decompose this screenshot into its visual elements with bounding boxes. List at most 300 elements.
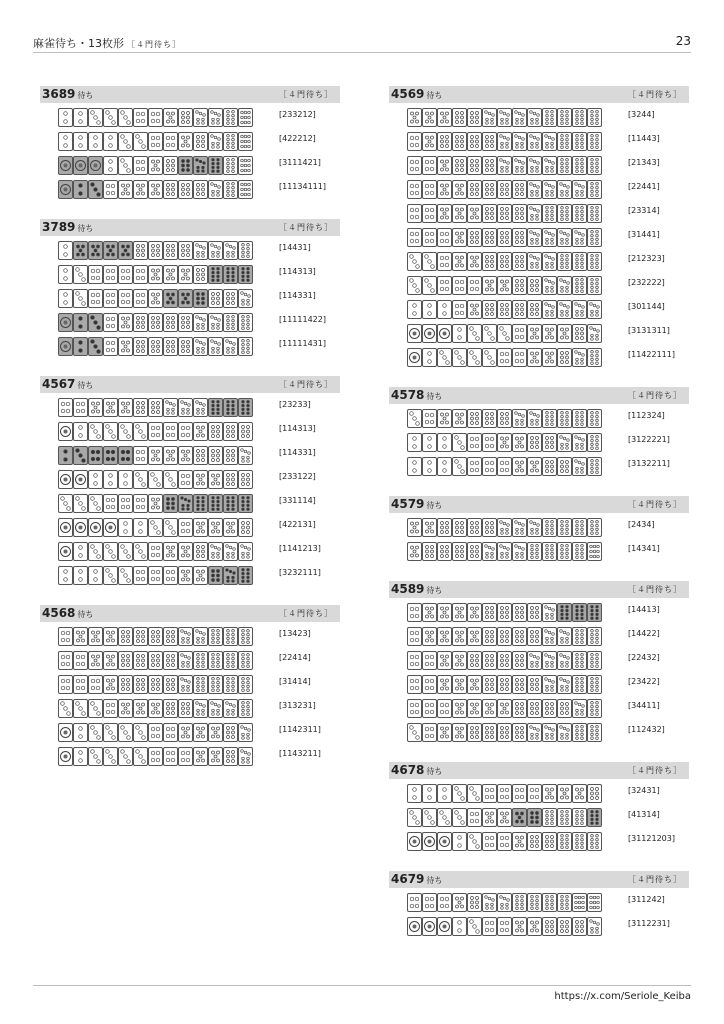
circle-dots-icon <box>498 628 511 645</box>
circle-dots-icon <box>149 266 162 283</box>
hand-code: [34411] <box>628 701 660 710</box>
circle-dots-icon <box>239 628 252 645</box>
pin-tile-6 <box>497 723 512 742</box>
circle-dots-icon <box>423 109 436 126</box>
pin-tile-6 <box>512 699 527 718</box>
circle-dots-icon <box>498 519 511 536</box>
pin-tile-8 <box>557 156 572 175</box>
pin-tile-5 <box>452 204 467 223</box>
pin-tile-8 <box>193 494 208 513</box>
circle-dots-icon <box>513 604 526 621</box>
pin-tile-6 <box>512 675 527 694</box>
circle-dots-icon <box>239 519 252 536</box>
circle-dots-icon <box>59 724 72 741</box>
pin-tile-5 <box>437 675 452 694</box>
circle-dots-icon <box>588 205 601 222</box>
circle-dots-icon <box>119 628 132 645</box>
circle-dots-icon <box>194 748 207 765</box>
pin-tile-5 <box>73 241 88 260</box>
pin-tile-5 <box>452 723 467 742</box>
pin-tile-5 <box>422 132 437 151</box>
circle-dots-icon <box>498 301 511 318</box>
pin-tile-8 <box>557 409 572 428</box>
pin-tile-1 <box>407 348 422 367</box>
circle-dots-icon <box>498 700 511 717</box>
pin-tile-4 <box>103 313 118 332</box>
circle-dots-icon <box>408 894 421 911</box>
circle-dots-icon <box>408 253 421 270</box>
circle-dots-icon <box>483 785 496 802</box>
pin-tile-8 <box>208 651 223 670</box>
circle-dots-icon <box>104 628 117 645</box>
hand-row <box>389 106 689 130</box>
pin-tile-8 <box>208 156 223 175</box>
group-tag: ［４門待ち］ <box>279 90 333 99</box>
pin-tile-2 <box>407 300 422 319</box>
pin-tile-4 <box>422 893 437 912</box>
circle-dots-icon <box>558 833 571 850</box>
circle-dots-icon <box>528 133 541 150</box>
pin-tile-7 <box>208 180 223 199</box>
pin-tile-8 <box>572 518 587 537</box>
pin-tile-6 <box>467 156 482 175</box>
pin-tile-9 <box>238 132 253 151</box>
circle-dots-icon <box>74 628 87 645</box>
group-header <box>389 871 689 888</box>
circle-dots-icon <box>588 918 601 935</box>
pin-tile-4 <box>422 699 437 718</box>
pin-tile-5 <box>88 651 103 670</box>
pin-tile-8 <box>542 409 557 428</box>
pin-tile-4 <box>73 651 88 670</box>
circle-dots-icon <box>164 471 177 488</box>
group-header <box>389 496 689 513</box>
circle-dots-icon <box>453 809 466 826</box>
group-wait-label: 待ち <box>426 767 443 776</box>
circle-dots-icon <box>134 447 147 464</box>
circle-dots-icon <box>408 109 421 126</box>
circle-dots-icon <box>558 700 571 717</box>
circle-dots-icon <box>74 700 87 717</box>
pin-tile-5 <box>163 542 178 561</box>
circle-dots-icon <box>239 109 252 126</box>
pin-tile-2 <box>58 446 73 465</box>
circle-dots-icon <box>513 229 526 246</box>
circle-dots-icon <box>573 918 586 935</box>
hand-code: [114313] <box>279 424 316 433</box>
pin-tile-5 <box>497 808 512 827</box>
circle-dots-icon <box>513 785 526 802</box>
circle-dots-icon <box>59 133 72 150</box>
circle-dots-icon <box>483 253 496 270</box>
pin-tile-5 <box>512 832 527 851</box>
circle-dots-icon <box>194 495 207 512</box>
circle-dots-icon <box>483 628 496 645</box>
circle-dots-icon <box>224 314 237 331</box>
pin-tile-3 <box>58 699 73 718</box>
pin-tile-4 <box>103 265 118 284</box>
pin-tile-7 <box>193 313 208 332</box>
hand-tiles <box>58 156 253 175</box>
pin-tile-4 <box>467 457 482 476</box>
circle-dots-icon <box>438 604 451 621</box>
pin-tile-8 <box>557 542 572 561</box>
pin-tile-6 <box>163 651 178 670</box>
circle-dots-icon <box>453 301 466 318</box>
pin-tile-3 <box>133 470 148 489</box>
circle-dots-icon <box>194 471 207 488</box>
pin-tile-5 <box>422 518 437 537</box>
pin-tile-4 <box>437 699 452 718</box>
pin-tile-7 <box>557 433 572 452</box>
pin-tile-4 <box>103 289 118 308</box>
pin-tile-8 <box>572 409 587 428</box>
pin-tile-8 <box>238 566 253 585</box>
pin-tile-7 <box>527 132 542 151</box>
circle-dots-icon <box>513 809 526 826</box>
hand-tiles <box>58 446 253 465</box>
pin-tile-8 <box>572 542 587 561</box>
pin-tile-7 <box>178 627 193 646</box>
circle-dots-icon <box>453 833 466 850</box>
circle-dots-icon <box>558 809 571 826</box>
pin-tile-6 <box>482 132 497 151</box>
circle-dots-icon <box>468 833 481 850</box>
circle-dots-icon <box>498 833 511 850</box>
circle-dots-icon <box>209 133 222 150</box>
circle-dots-icon <box>513 157 526 174</box>
pin-tile-4 <box>88 265 103 284</box>
circle-dots-icon <box>408 652 421 669</box>
group-tag: ［４門待ち］ <box>279 609 333 618</box>
circle-dots-icon <box>89 628 102 645</box>
hand-code: [14422] <box>628 629 660 638</box>
circle-dots-icon <box>498 434 511 451</box>
circle-dots-icon <box>588 349 601 366</box>
circle-dots-icon <box>423 301 436 318</box>
pin-tile-5 <box>437 204 452 223</box>
circle-dots-icon <box>558 628 571 645</box>
pin-tile-5 <box>452 180 467 199</box>
circle-dots-icon <box>134 338 147 355</box>
circle-dots-icon <box>164 447 177 464</box>
pin-tile-4 <box>422 651 437 670</box>
hand-code: [22432] <box>628 653 660 662</box>
pin-tile-6 <box>527 832 542 851</box>
pin-tile-3 <box>118 156 133 175</box>
circle-dots-icon <box>239 242 252 259</box>
circle-dots-icon <box>89 447 102 464</box>
circle-dots-icon <box>194 447 207 464</box>
pin-tile-1 <box>58 422 73 441</box>
circle-dots-icon <box>543 652 556 669</box>
pin-tile-6 <box>482 651 497 670</box>
pin-tile-3 <box>103 422 118 441</box>
pin-tile-8 <box>208 265 223 284</box>
pin-tile-6 <box>557 917 572 936</box>
circle-dots-icon <box>149 567 162 584</box>
circle-dots-icon <box>209 519 222 536</box>
pin-tile-6 <box>512 300 527 319</box>
pin-tile-4 <box>118 446 133 465</box>
circle-dots-icon <box>543 785 556 802</box>
circle-dots-icon <box>149 700 162 717</box>
circle-dots-icon <box>209 724 222 741</box>
circle-dots-icon <box>588 253 601 270</box>
circle-dots-icon <box>179 338 192 355</box>
hand-row <box>389 830 689 854</box>
pin-tile-4 <box>437 893 452 912</box>
pin-tile-5 <box>542 784 557 803</box>
circle-dots-icon <box>89 266 102 283</box>
circle-dots-icon <box>164 181 177 198</box>
pin-tile-4 <box>497 832 512 851</box>
circle-dots-icon <box>194 543 207 560</box>
group-wait-label: 待ち <box>426 392 443 401</box>
circle-dots-icon <box>528 458 541 475</box>
circle-dots-icon <box>119 700 132 717</box>
pin-tile-6 <box>178 313 193 332</box>
circle-dots-icon <box>149 519 162 536</box>
circle-dots-icon <box>224 652 237 669</box>
circle-dots-icon <box>194 133 207 150</box>
circle-dots-icon <box>209 399 222 416</box>
circle-dots-icon <box>513 724 526 741</box>
circle-dots-icon <box>543 277 556 294</box>
circle-dots-icon <box>224 133 237 150</box>
pin-tile-2 <box>88 470 103 489</box>
group-wait-label: 待ち <box>426 501 443 510</box>
pin-tile-7 <box>178 651 193 670</box>
circle-dots-icon <box>209 338 222 355</box>
circle-dots-icon <box>438 543 451 560</box>
circle-dots-icon <box>89 157 102 174</box>
circle-dots-icon <box>408 277 421 294</box>
pin-tile-4 <box>407 675 422 694</box>
circle-dots-icon <box>588 181 601 198</box>
hand-tiles <box>58 241 253 260</box>
circle-dots-icon <box>164 399 177 416</box>
pin-tile-6 <box>467 518 482 537</box>
circle-dots-icon <box>119 109 132 126</box>
circle-dots-icon <box>528 628 541 645</box>
group-wait-label: 待ち <box>77 381 94 390</box>
pin-tile-6 <box>482 228 497 247</box>
pin-tile-6 <box>223 446 238 465</box>
pin-tile-7 <box>527 723 542 742</box>
pin-tile-4 <box>103 699 118 718</box>
circle-dots-icon <box>104 700 117 717</box>
pin-tile-6 <box>497 204 512 223</box>
group-title <box>391 762 442 780</box>
pin-tile-7 <box>482 542 497 561</box>
hand-row <box>389 130 689 154</box>
circle-dots-icon <box>588 277 601 294</box>
circle-dots-icon <box>588 301 601 318</box>
circle-dots-icon <box>558 133 571 150</box>
circle-dots-icon <box>134 519 147 536</box>
circle-dots-icon <box>164 290 177 307</box>
circle-dots-icon <box>209 266 222 283</box>
pin-tile-7 <box>527 228 542 247</box>
circle-dots-icon <box>59 543 72 560</box>
pin-tile-2 <box>422 457 437 476</box>
circle-dots-icon <box>89 519 102 536</box>
pin-tile-4 <box>148 108 163 127</box>
group-header <box>40 219 340 236</box>
circle-dots-icon <box>438 301 451 318</box>
pin-tile-5 <box>178 446 193 465</box>
circle-dots-icon <box>104 338 117 355</box>
hand-tiles <box>407 300 602 319</box>
group-wait-tiles: 4678 <box>391 763 425 777</box>
pin-tile-4 <box>133 156 148 175</box>
circle-dots-icon <box>498 133 511 150</box>
pin-tile-7 <box>178 494 193 513</box>
hand-code: [3122221] <box>628 435 670 444</box>
pin-tile-7 <box>178 675 193 694</box>
circle-dots-icon <box>498 253 511 270</box>
circle-dots-icon <box>164 543 177 560</box>
group-wait-label: 待ち <box>426 91 443 100</box>
circle-dots-icon <box>408 833 421 850</box>
pin-tile-5 <box>208 518 223 537</box>
pin-tile-6 <box>482 156 497 175</box>
circle-dots-icon <box>573 785 586 802</box>
hand-tiles <box>407 252 602 271</box>
circle-dots-icon <box>74 724 87 741</box>
circle-dots-icon <box>194 242 207 259</box>
pin-tile-8 <box>527 893 542 912</box>
circle-dots-icon <box>558 458 571 475</box>
pin-tile-5 <box>437 156 452 175</box>
pin-tile-4 <box>437 252 452 271</box>
pin-tile-8 <box>557 832 572 851</box>
circle-dots-icon <box>104 471 117 488</box>
pin-tile-5 <box>512 917 527 936</box>
circle-dots-icon <box>588 724 601 741</box>
hand-row <box>40 178 340 202</box>
pin-tile-6 <box>452 108 467 127</box>
circle-dots-icon <box>543 301 556 318</box>
circle-dots-icon <box>423 833 436 850</box>
pin-tile-4 <box>422 180 437 199</box>
hand-row <box>389 298 689 322</box>
circle-dots-icon <box>573 652 586 669</box>
circle-dots-icon <box>239 447 252 464</box>
pin-tile-5 <box>527 348 542 367</box>
pin-tile-7 <box>223 337 238 356</box>
pin-tile-4 <box>512 784 527 803</box>
pin-tile-2 <box>58 241 73 260</box>
circle-dots-icon <box>89 676 102 693</box>
pin-tile-4 <box>482 832 497 851</box>
circle-dots-icon <box>194 290 207 307</box>
circle-dots-icon <box>513 109 526 126</box>
circle-dots-icon <box>209 447 222 464</box>
circle-dots-icon <box>89 567 102 584</box>
circle-dots-icon <box>89 133 102 150</box>
pin-tile-4 <box>407 651 422 670</box>
circle-dots-icon <box>483 833 496 850</box>
circle-dots-icon <box>224 338 237 355</box>
circle-dots-icon <box>438 325 451 342</box>
circle-dots-icon <box>453 676 466 693</box>
pin-tile-8 <box>527 542 542 561</box>
circle-dots-icon <box>498 676 511 693</box>
circle-dots-icon <box>528 410 541 427</box>
pin-tile-6 <box>542 457 557 476</box>
hand-row <box>389 202 689 226</box>
title-text: 麻雀待ち・13枚形 <box>33 37 124 50</box>
circle-dots-icon <box>149 652 162 669</box>
pin-tile-8 <box>572 276 587 295</box>
circle-dots-icon <box>573 181 586 198</box>
pin-tile-5 <box>452 699 467 718</box>
circle-dots-icon <box>134 652 147 669</box>
pin-tile-7 <box>557 627 572 646</box>
circle-dots-icon <box>513 833 526 850</box>
circle-dots-icon <box>453 543 466 560</box>
circle-dots-icon <box>89 543 102 560</box>
circle-dots-icon <box>134 290 147 307</box>
pin-tile-1 <box>422 917 437 936</box>
circle-dots-icon <box>453 325 466 342</box>
circle-dots-icon <box>483 724 496 741</box>
circle-dots-icon <box>453 410 466 427</box>
circle-dots-icon <box>239 133 252 150</box>
circle-dots-icon <box>423 157 436 174</box>
circle-dots-icon <box>194 399 207 416</box>
circle-dots-icon <box>558 277 571 294</box>
circle-dots-icon <box>498 724 511 741</box>
circle-dots-icon <box>573 809 586 826</box>
pin-tile-2 <box>88 566 103 585</box>
circle-dots-icon <box>483 229 496 246</box>
pin-tile-6 <box>542 832 557 851</box>
circle-dots-icon <box>453 157 466 174</box>
hand-tiles <box>407 108 602 127</box>
circle-dots-icon <box>209 676 222 693</box>
circle-dots-icon <box>149 338 162 355</box>
group-tag: ［４門待ち］ <box>628 391 682 400</box>
pin-tile-5 <box>467 204 482 223</box>
circle-dots-icon <box>224 519 237 536</box>
circle-dots-icon <box>59 567 72 584</box>
pin-tile-5 <box>118 398 133 417</box>
circle-dots-icon <box>528 181 541 198</box>
pin-tile-5 <box>148 289 163 308</box>
circle-dots-icon <box>558 325 571 342</box>
hand-row <box>40 444 340 468</box>
circle-dots-icon <box>134 157 147 174</box>
pin-tile-3 <box>88 108 103 127</box>
hand-code: [14341] <box>628 544 660 553</box>
pin-tile-3 <box>163 518 178 537</box>
hand-row <box>40 649 340 673</box>
hand-code: [114331] <box>279 291 316 300</box>
pin-tile-7 <box>542 276 557 295</box>
pin-tile-4 <box>437 276 452 295</box>
circle-dots-icon <box>558 543 571 560</box>
pin-tile-3 <box>467 917 482 936</box>
hand-code: [313231] <box>279 701 316 710</box>
wait-group <box>389 496 689 564</box>
pin-tile-8 <box>223 265 238 284</box>
pin-tile-6 <box>527 300 542 319</box>
circle-dots-icon <box>453 604 466 621</box>
pin-tile-3 <box>452 784 467 803</box>
